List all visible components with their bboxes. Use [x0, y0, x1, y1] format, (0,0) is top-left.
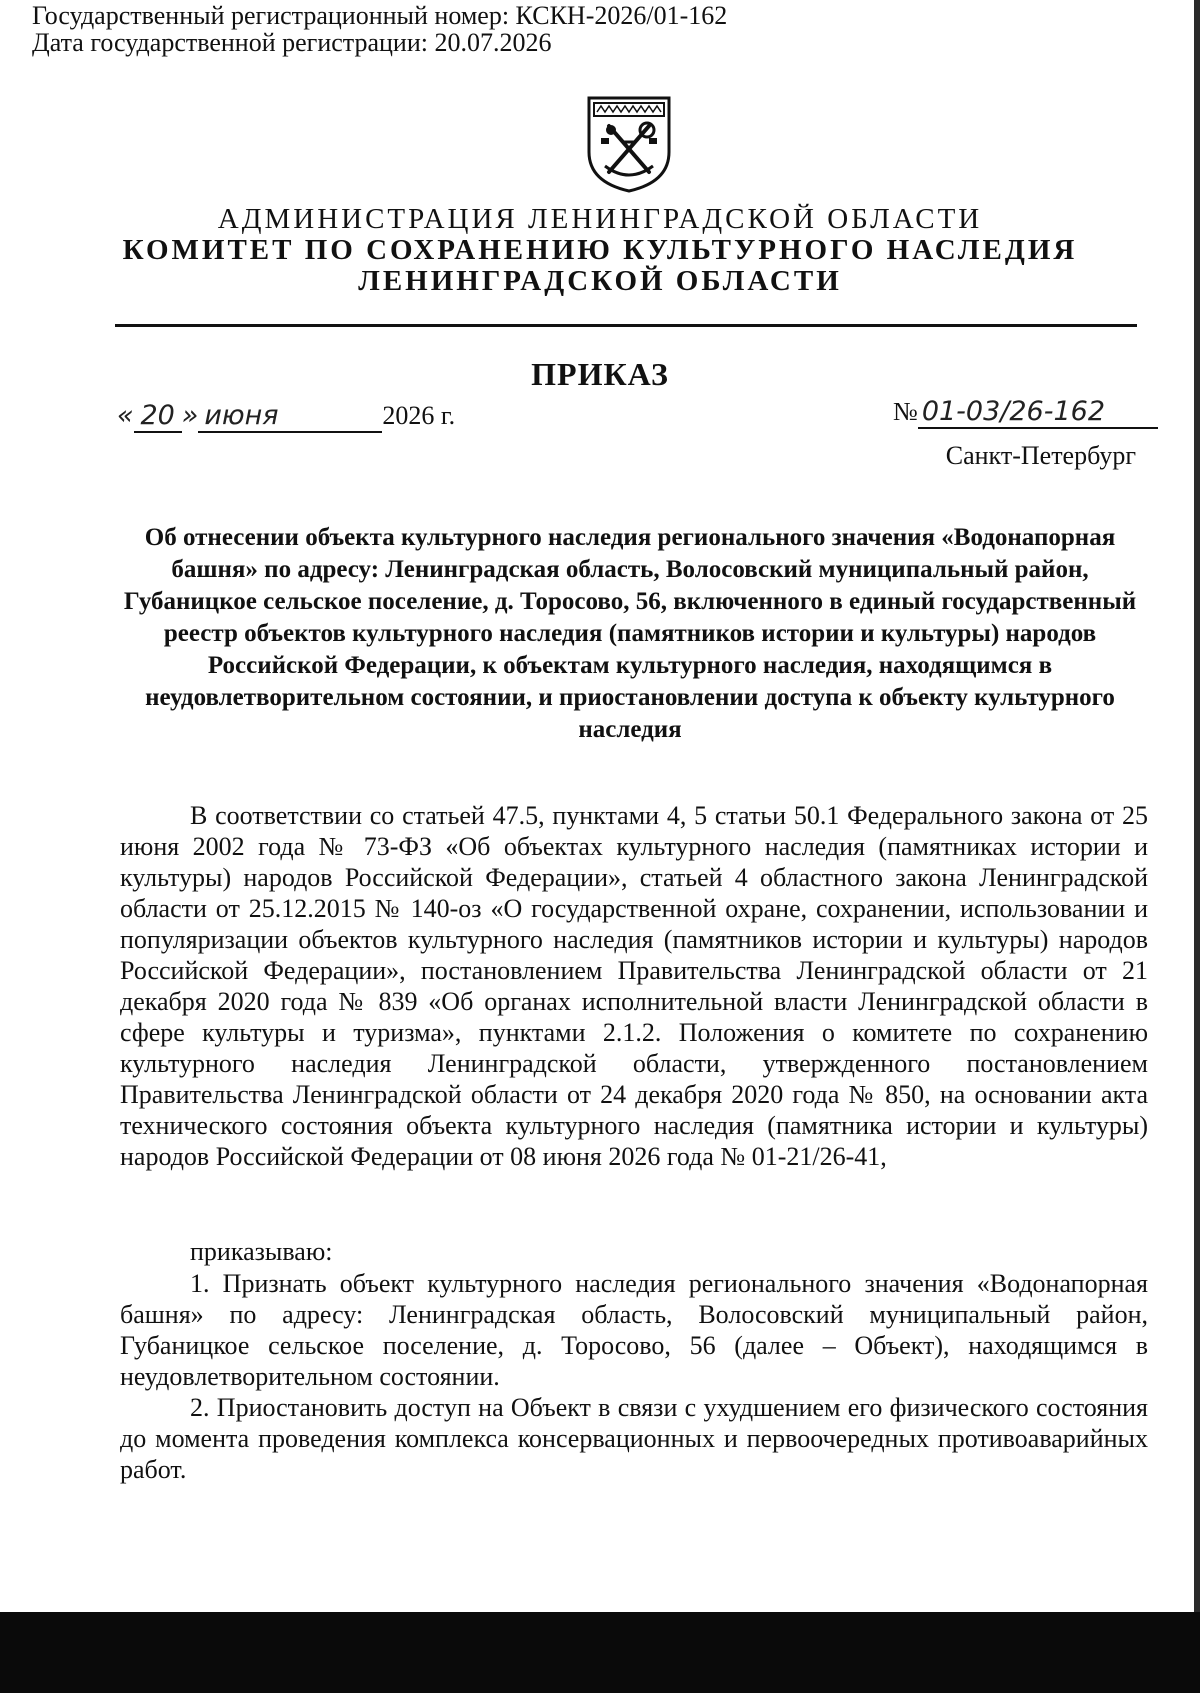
date-open-quote: «	[117, 400, 134, 431]
registration-date: Дата государственной регистрации: 20.07.2026	[32, 28, 552, 57]
order-number	[893, 396, 1158, 429]
header-divider	[115, 324, 1137, 327]
scan-edge	[1194, 0, 1200, 1612]
order-item-2: 2. Приостановить доступ на Объект в связи с ухудшением его физического состояния до момента проведения комплекса консервационных и первоочередных противоаварийных работ.	[120, 1393, 1148, 1484]
date-day: 20	[134, 400, 182, 433]
coat-of-arms-icon	[583, 92, 675, 194]
page-title: ПРИКАЗ	[531, 356, 669, 392]
number-label: №	[893, 397, 918, 426]
header-administration: АДМИНИСТРАЦИЯ ЛЕНИНГРАДСКОЙ ОБЛАСТИ	[217, 203, 983, 235]
order-word: приказываю:	[190, 1237, 333, 1266]
registration-number: Государственный регистрационный номер: КСКН-2026/01-162	[32, 1, 728, 30]
order-date	[117, 400, 455, 433]
city: Санкт-Петербург	[945, 441, 1136, 470]
scan-bottom-bar	[0, 1612, 1200, 1693]
order-item-1: 1. Признать объект культурного наследия регионального значения «Водонапорная башня» по адресу: Ленинградская область, Волосовский муниципальный район, Губаницкое сельское поселение, д. Торосово, 56 (далее – Объект), находящимся в неудовлетворительном состоянии.	[120, 1269, 1148, 1391]
order-subject: Об отнесении объекта культурного наследия регионального значения «Водонапорная башня» по адресу: Ленинградская область, Волосовский муниципальный район, Губаницкое сельское поселение, д. Торосово, 56, включенного в единый государственный реестр объектов культурного наследия (памятников истории и культуры) народов Российской Федерации, к объектам культурного наследия, находящимся в неудовлетворительном состоянии, и приостановлении доступа к объекту культурного наследия	[123, 524, 1137, 743]
header-region: ЛЕНИНГРАДСКОЙ ОБЛАСТИ	[358, 265, 842, 297]
date-month: июня	[198, 400, 382, 433]
date-close-quote: »	[181, 400, 199, 431]
date-year: 2026 г.	[382, 401, 456, 430]
header-committee: КОМИТЕТ ПО СОХРАНЕНИЮ КУЛЬТУРНОГО НАСЛЕДИЯ	[122, 234, 1078, 266]
registration-block	[32, 2, 727, 56]
number-value: 01-03/26-162	[918, 396, 1158, 429]
preamble-paragraph: В соответствии со статьей 47.5, пунктами 4, 5 статьи 50.1 Федерального закона от 25 июня 2002 года № 73-ФЗ «Об объектах культурного наследия (памятниках истории и культуры) народов Российской Федерации», статьей 4 областного закона Ленинградской области от 25.12.2015 № 140-оз «О государственной охране, сохранении, использовании и популяризации объектов культурного наследия (памятников истории и культуры) народов Российской Федерации», постановлением Правительства Ленинградской области от 21 декабря 2020 года № 839 «Об органах исполнительной власти Ленинградской области в сфере культуры и туризма», пунктами 2.1.2. Положения о комитете по сохранению культурного наследия Ленинградской области, утвержденного постановлением Правительства Ленинградской области от 24 декабря 2020 года № 850, на основании акта технического состояния объекта культурного наследия (памятника истории и культуры) народов Российской Федерации от 08 июня 2026 года № 01-21/26-41,	[120, 801, 1148, 1171]
